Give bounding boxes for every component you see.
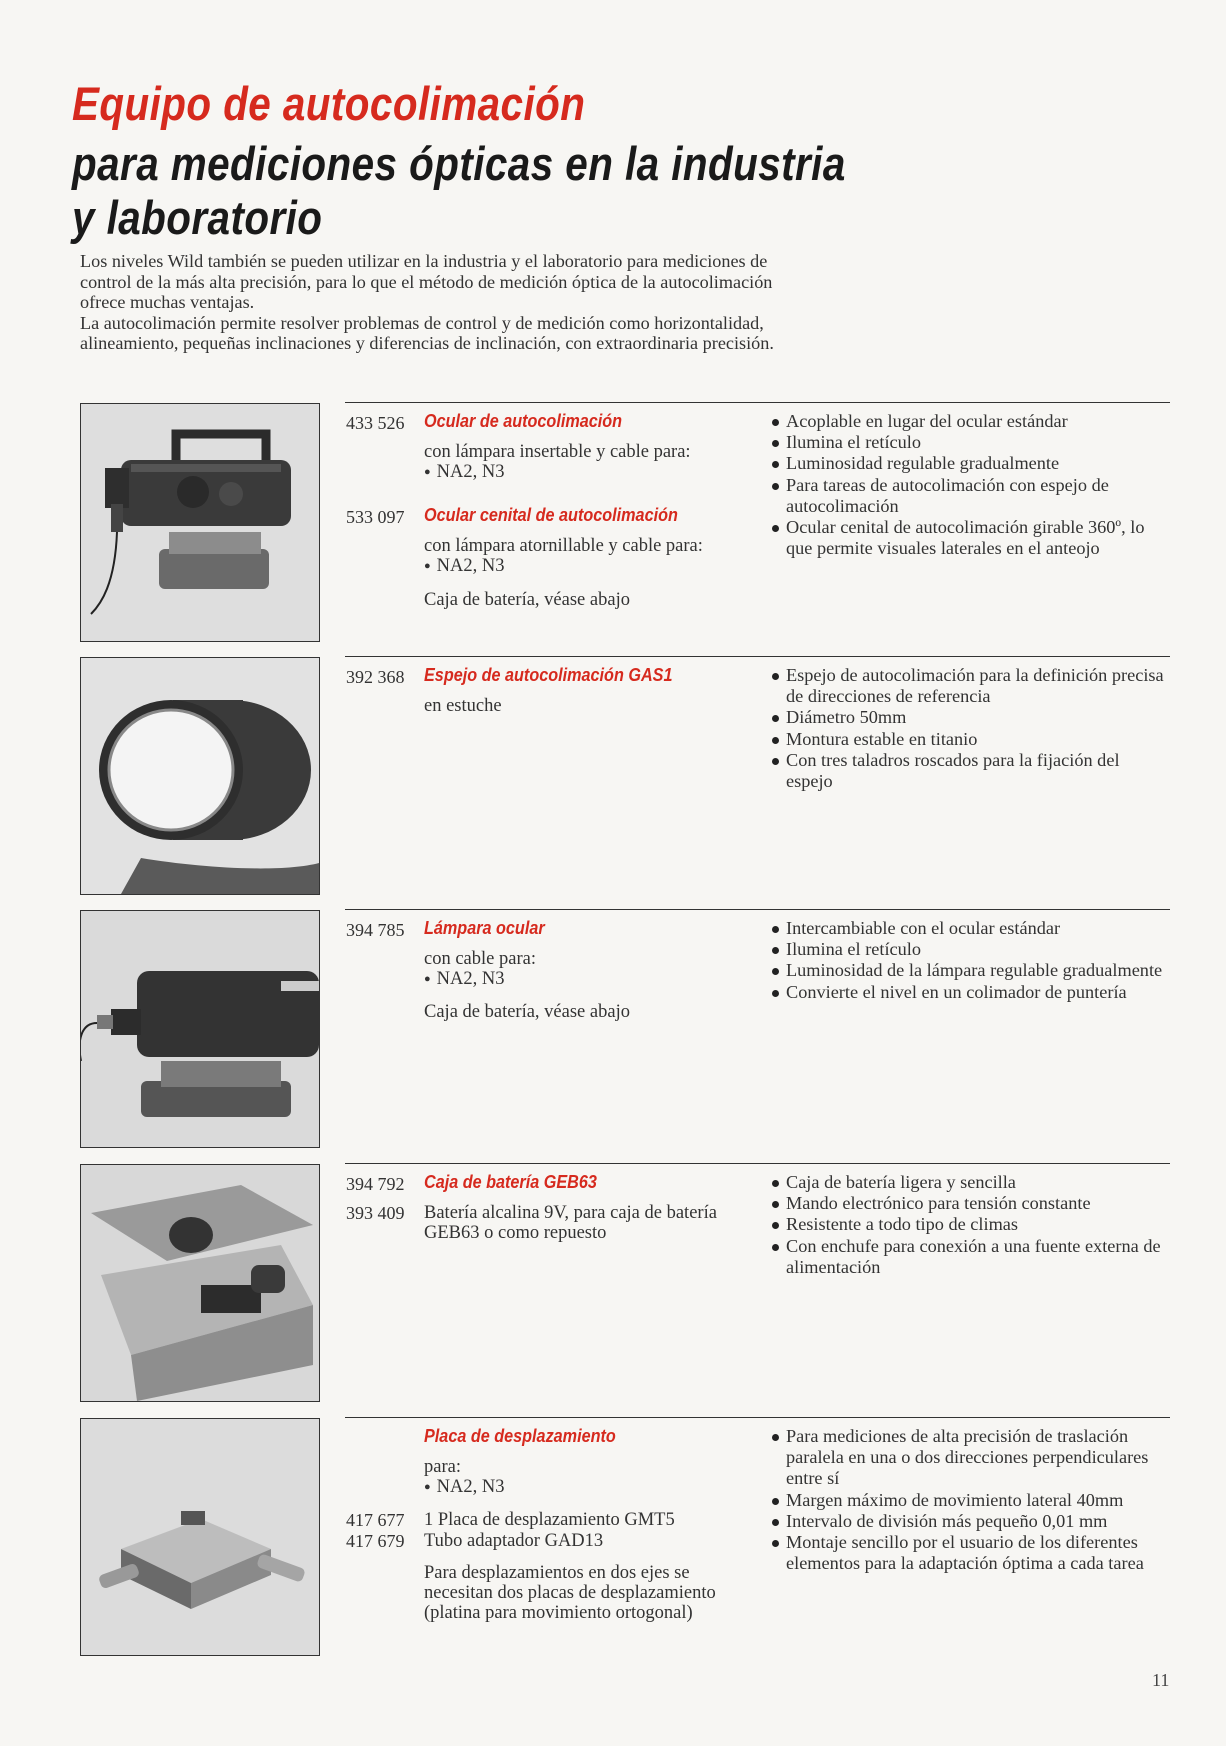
feature-item: Montura estable en titanio	[770, 729, 1170, 750]
product-name: Espejo de autocolimación GAS1	[424, 665, 673, 685]
feature-item: Caja de batería ligera y sencilla	[770, 1172, 1170, 1193]
product-name: Caja de batería GEB63	[424, 1172, 597, 1192]
desc-line: con cable para:	[424, 949, 536, 969]
displacement-plate-photo	[80, 1418, 320, 1656]
feature-item: Intercambiable con el ocular estándar	[770, 918, 1170, 939]
product-code: 393 409	[346, 1203, 405, 1223]
product-description: 1 Placa de desplazamiento GMT5	[424, 1510, 675, 1530]
page-subtitle-line-1: para mediciones ópticas en la industria	[72, 137, 846, 190]
product-note: Para desplazamientos en dos ejes se necesitan dos placas de desplazamiento (platina para movimiento ortogonal)	[424, 1563, 716, 1623]
compatible-models: ● NA2, N3	[424, 462, 754, 484]
page-title: Equipo de autocolimación	[72, 77, 586, 130]
product-description: Tubo adaptador GAD13	[424, 1531, 604, 1551]
compatible-models: ● NA2, N3	[424, 556, 754, 578]
feature-item: Con tres taladros roscados para la fijación del espejo	[770, 750, 1170, 792]
desc-line: con lámpara atornillable y cable para:	[424, 536, 703, 556]
product-description	[424, 949, 754, 991]
battery-box-photo	[80, 1164, 320, 1402]
product-name: Ocular de autocolimación	[424, 411, 623, 431]
feature-item: Espejo de autocolimación para la definición precisa de direcciones de referencia	[770, 665, 1170, 707]
product-code: 417 679	[346, 1531, 405, 1551]
product-description	[424, 536, 754, 578]
feature-item: Intervalo de división más pequeño 0,01 mm	[770, 1511, 1170, 1532]
section-divider	[345, 909, 1170, 910]
eyepiece-lamp-photo	[80, 910, 320, 1148]
section-divider	[345, 402, 1170, 403]
feature-item: Margen máximo de movimiento lateral 40mm	[770, 1490, 1170, 1511]
feature-item: Mando electrónico para tensión constante	[770, 1193, 1170, 1214]
feature-list	[770, 411, 1170, 559]
feature-item: Ocular cenital de autocolimación girable 360º, lo que permite visuales laterales en el anteojo	[770, 517, 1170, 559]
section-divider	[345, 1417, 1170, 1418]
autocollimation-mirror-photo	[80, 657, 320, 895]
feature-item: Montaje sencillo por el usuario de los diferentes elementos para la adaptación óptima a cada tarea	[770, 1532, 1170, 1574]
feature-item: Luminosidad regulable gradualmente	[770, 453, 1170, 474]
feature-item: Con enchufe para conexión a una fuente externa de alimentación	[770, 1236, 1170, 1278]
product-name: Lámpara ocular	[424, 918, 545, 938]
feature-item: Luminosidad de la lámpara regulable gradualmente	[770, 960, 1170, 981]
desc-line: con lámpara insertable y cable para:	[424, 442, 691, 462]
product-code: 394 785	[346, 920, 405, 940]
intro-paragraph-1: Los niveles Wild también se pueden utilizar en la industria y el laboratorio para mediciones de control de la más alta precisión, para lo que el método de medición óptica de la autocolimación ofrece muchas ventajas.	[80, 251, 773, 312]
product-note: Caja de batería, véase abajo	[424, 1002, 630, 1022]
feature-item: Resistente a todo tipo de climas	[770, 1214, 1170, 1235]
feature-item: Ilumina el retículo	[770, 939, 1170, 960]
feature-item: Convierte el nivel en un colimador de puntería	[770, 982, 1170, 1003]
product-description: Batería alcalina 9V, para caja de batería GEB63 o como repuesto	[424, 1203, 717, 1243]
product-code: 392 368	[346, 667, 405, 687]
intro-text	[80, 251, 780, 354]
product-description	[424, 1457, 754, 1499]
page-subtitle-line-2: y laboratorio	[72, 191, 323, 244]
compatible-models: ● NA2, N3	[424, 1477, 754, 1499]
product-code: 417 677	[346, 1510, 405, 1530]
feature-list	[770, 665, 1170, 792]
feature-item: Diámetro 50mm	[770, 707, 1170, 728]
autocollimation-eyepiece-photo	[80, 403, 320, 642]
compatible-models: ● NA2, N3	[424, 969, 754, 991]
product-note: Caja de batería, véase abajo	[424, 590, 630, 610]
feature-list	[770, 1426, 1170, 1574]
product-description	[424, 442, 754, 484]
product-code: 533 097	[346, 507, 405, 527]
product-description: en estuche	[424, 696, 502, 716]
section-divider	[345, 1163, 1170, 1164]
product-name: Ocular cenital de autocolimación	[424, 505, 678, 525]
feature-item: Para tareas de autocolimación con espejo de autocolimación	[770, 475, 1170, 517]
feature-item: Para mediciones de alta precisión de traslación paralela en una o dos direcciones perpendiculares entre sí	[770, 1426, 1170, 1490]
section-divider	[345, 656, 1170, 657]
product-code: 394 792	[346, 1174, 405, 1194]
feature-list	[770, 1172, 1170, 1278]
page-number: 11	[1152, 1670, 1170, 1690]
desc-line: para:	[424, 1457, 461, 1477]
feature-item: Ilumina el retículo	[770, 432, 1170, 453]
feature-list	[770, 918, 1170, 1003]
product-name: Placa de desplazamiento	[424, 1426, 616, 1446]
product-code: 433 526	[346, 413, 405, 433]
feature-item: Acoplable en lugar del ocular estándar	[770, 411, 1170, 432]
intro-paragraph-2: La autocolimación permite resolver problemas de control y de medición como horizontalidad, alineamiento, pequeñas inclinaciones y diferencias de inclinación, con extraordinaria precisión.	[80, 312, 774, 353]
